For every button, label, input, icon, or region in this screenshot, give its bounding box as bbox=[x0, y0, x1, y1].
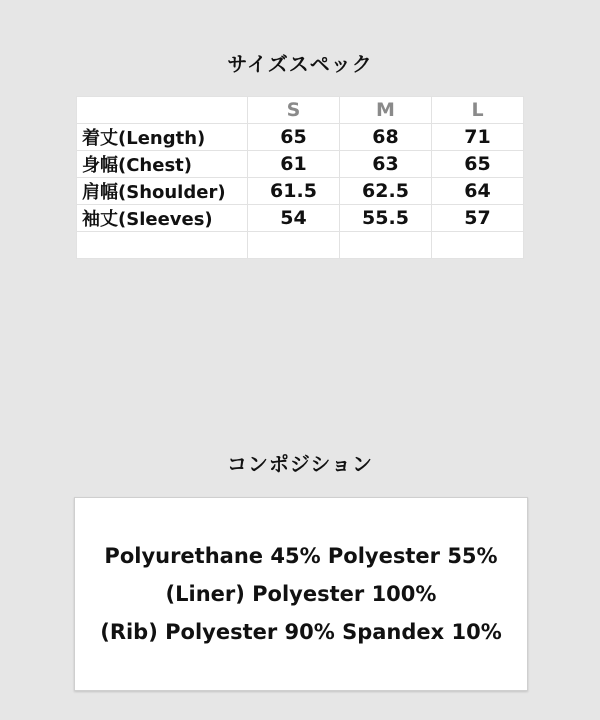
header-size-m: M bbox=[340, 97, 432, 124]
cell-value: 61.5 bbox=[248, 178, 340, 205]
size-spec-table bbox=[76, 96, 524, 259]
header-size-l: L bbox=[432, 97, 524, 124]
table-row-chest bbox=[77, 151, 524, 178]
row-label: 着丈(Length) bbox=[77, 124, 248, 151]
cell-value: 61 bbox=[248, 151, 340, 178]
empty-cell bbox=[248, 232, 340, 259]
row-label: 袖丈(Sleeves) bbox=[77, 205, 248, 232]
cell-value: 64 bbox=[432, 178, 524, 205]
row-label: 肩幅(Shoulder) bbox=[77, 178, 248, 205]
composition-line-rib: (Rib) Polyester 90% Spandex 10% bbox=[100, 620, 502, 644]
empty-cell bbox=[77, 232, 248, 259]
table-row-sleeves bbox=[77, 205, 524, 232]
empty-cell bbox=[432, 232, 524, 259]
empty-cell bbox=[340, 232, 432, 259]
header-corner bbox=[77, 97, 248, 124]
table-row-length bbox=[77, 124, 524, 151]
cell-value: 65 bbox=[432, 151, 524, 178]
size-spec-title: サイズスペック bbox=[227, 52, 373, 76]
composition-line-main: Polyurethane 45% Polyester 55% bbox=[104, 544, 498, 568]
table-row-shoulder bbox=[77, 178, 524, 205]
cell-value: 57 bbox=[432, 205, 524, 232]
cell-value: 54 bbox=[248, 205, 340, 232]
table-row-empty bbox=[77, 232, 524, 259]
cell-value: 62.5 bbox=[340, 178, 432, 205]
composition-title: コンポジション bbox=[226, 452, 374, 476]
header-size-s: S bbox=[248, 97, 340, 124]
row-label: 身幅(Chest) bbox=[77, 151, 248, 178]
cell-value: 68 bbox=[340, 124, 432, 151]
cell-value: 55.5 bbox=[340, 205, 432, 232]
composition-box bbox=[74, 497, 528, 691]
cell-value: 65 bbox=[248, 124, 340, 151]
composition-line-liner: (Liner) Polyester 100% bbox=[165, 582, 437, 606]
cell-value: 71 bbox=[432, 124, 524, 151]
size-header-row bbox=[77, 97, 524, 124]
cell-value: 63 bbox=[340, 151, 432, 178]
